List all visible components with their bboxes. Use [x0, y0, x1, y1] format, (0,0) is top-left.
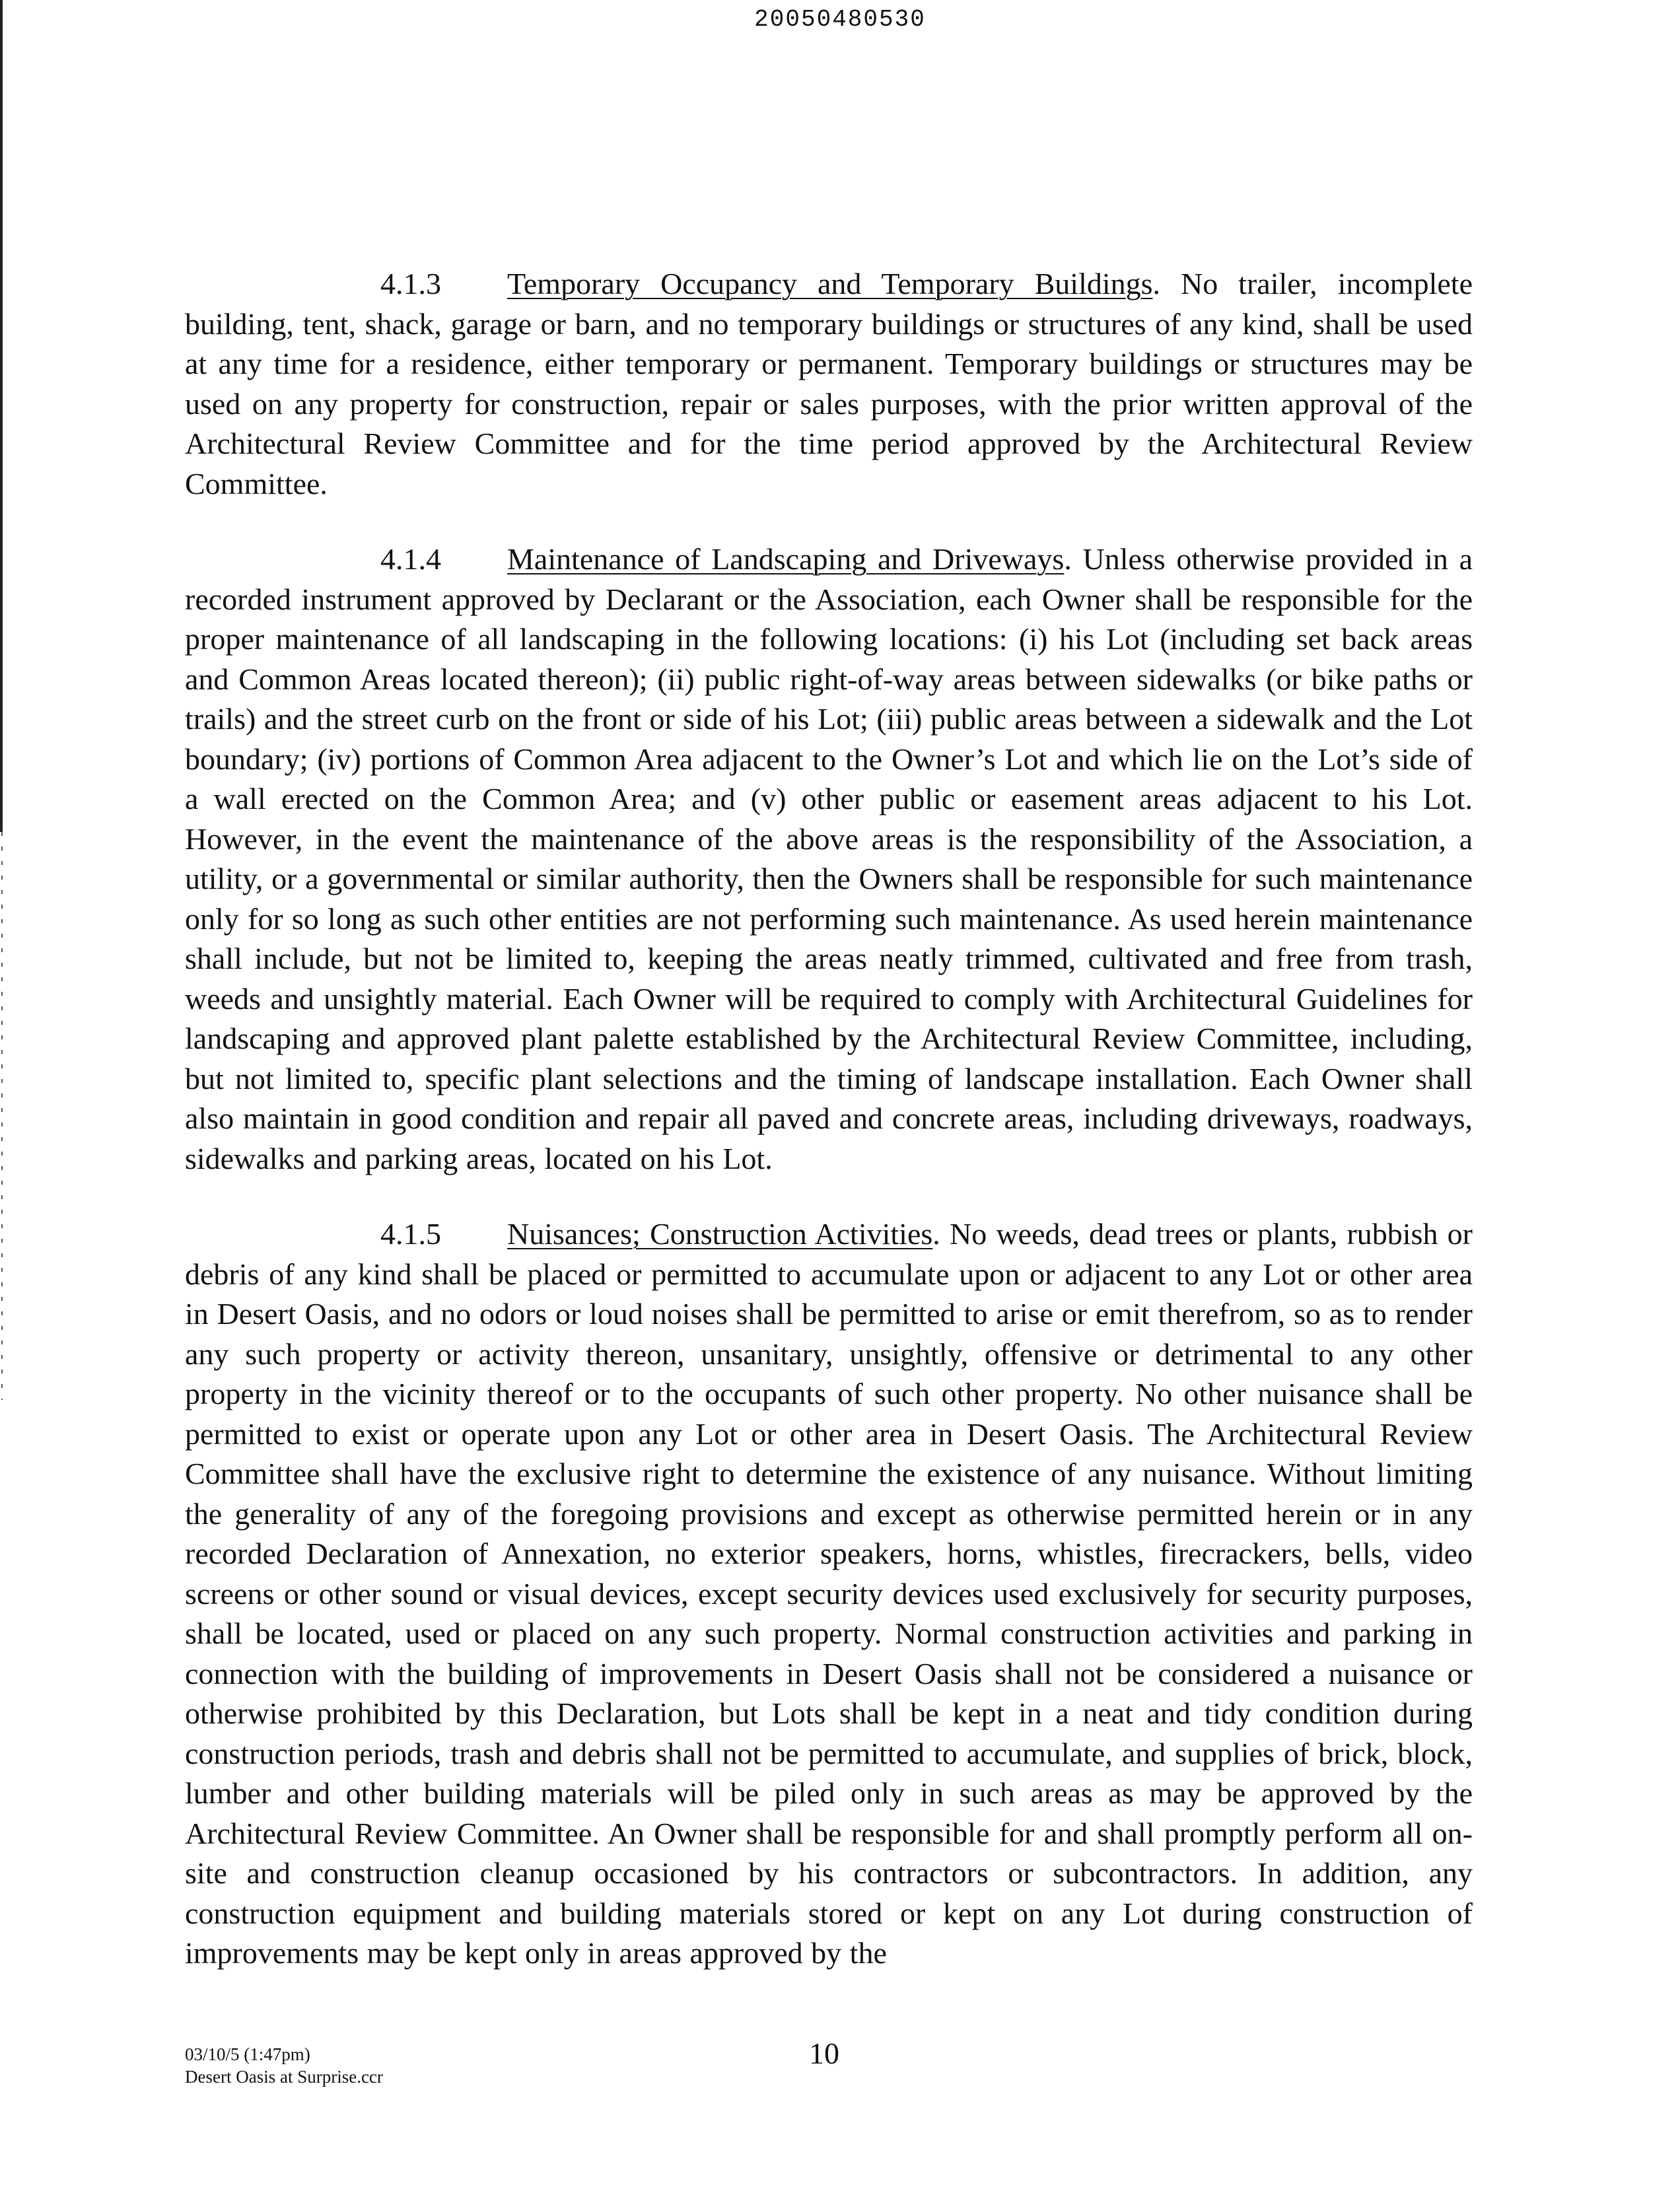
- section-heading: Temporary Occupancy and Temporary Buildings: [507, 267, 1153, 300]
- section-heading: Maintenance of Landscaping and Driveways: [507, 542, 1065, 576]
- section-text: . No weeds, dead trees or plants, rubbish or debris of any kind shall be placed or permitted to accumulate upon or adjacent to any Lot or other area in Desert Oasis, and no odors or loud noises shall be permitted to arise or emit therefrom, so as to render any such property or activity thereon, unsanitary, unsightly, offensive or detrimental to any other property in the vicinity thereof or to the occupants of such other property. No other nuisance shall be permitted to exist or operate upon any Lot or other area in Desert Oasis. The Architectural Review Committee shall have the exclusive right to determine the existence of any nuisance. Without limiting the generality of any of the foregoing provisions and except as otherwise permitted herein or in any recorded Declaration of Annexation, no exterior speakers, horns, whistles, firecrackers, bells, video screens or other sound or visual devices, except security devices used exclusively for security purposes, shall be located, used or placed on any such property. Normal construction activities and parking in connection with the building of improvements in Desert Oasis shall not be considered a nuisance or otherwise prohibited by this Declaration, but Lots shall be kept in a neat and tidy condition during construction periods, trash and debris shall not be permitted to accumulate, and supplies of brick, block, lumber and other building materials will be piled only in such areas as may be approved by the Architectural Review Committee. An Owner shall be responsible for and shall promptly perform all on-site and construction cleanup occasioned by his contractors or subcontractors. In addition, any construction equipment and building materials stored or kept on any Lot during construction of improvements may be kept only in areas approved by the: [185, 1217, 1473, 1970]
- document-number: 20050480530: [754, 6, 926, 33]
- section-text: . No trailer, incomplete building, tent, shack, garage or barn, and no temporary buildings or structures of any kind, shall be used at any time for a residence, either temporary or permanent. Temporary buildings or structures may be used on any property for construction, repair or sales purposes, with the prior written approval of the Architectural Review Committee and for the time period approved by the Architectural Review Committee.: [185, 267, 1473, 501]
- section-4-1-4: [185, 539, 1473, 1179]
- section-number: 4.1.5: [380, 1217, 441, 1251]
- left-margin-scan-line: [0, 0, 3, 832]
- section-4-1-3: [185, 264, 1473, 504]
- page-number: 10: [809, 2036, 839, 2070]
- section-4-1-5: [185, 1214, 1473, 1974]
- footer-file-info: [185, 2043, 383, 2088]
- section-number: 4.1.3: [380, 267, 441, 300]
- section-heading: Nuisances; Construction Activities: [507, 1217, 933, 1251]
- section-text: . Unless otherwise provided in a recorded instrument approved by Declarant or the Association, each Owner shall be responsible for the proper maintenance of all landscaping in the following locations: (i) his Lot (including set back areas and Common Areas located thereon); (ii) public right-of-way areas between sidewalks (or bike paths or trails) and the street curb on the front or side of his Lot; (iii) public areas between a sidewalk and the Lot boundary; (iv) portions of Common Area adjacent to the Owner’s Lot and which lie on the Lot’s side of a wall erected on the Common Area; and (v) other public or easement areas adjacent to his Lot. However, in the event the maintenance of the above areas is the responsibility of the Association, a utility, or a governmental or similar authority, then the Owners shall be responsible for such maintenance only for so long as such other entities are not performing such maintenance. As used herein maintenance shall include, but not be limited to, keeping the areas neatly trimmed, cultivated and free from trash, weeds and unsightly material. Each Owner will be required to comply with Architectural Guidelines for landscaping and approved plant palette established by the Architectural Review Committee, including, but not limited to, specific plant selections and the timing of landscape installation. Each Owner shall also maintain in good condition and repair all paved and concrete areas, including driveways, roadways, sidewalks and parking areas, located on his Lot.: [185, 542, 1473, 1175]
- section-number: 4.1.4: [380, 542, 441, 576]
- left-margin-scan-artifact: [1, 832, 3, 1400]
- footer-date: 03/10/5 (1:47pm): [185, 2044, 310, 2064]
- footer-filename: Desert Oasis at Surprise.ccr: [185, 2067, 383, 2087]
- document-body: [185, 264, 1473, 2009]
